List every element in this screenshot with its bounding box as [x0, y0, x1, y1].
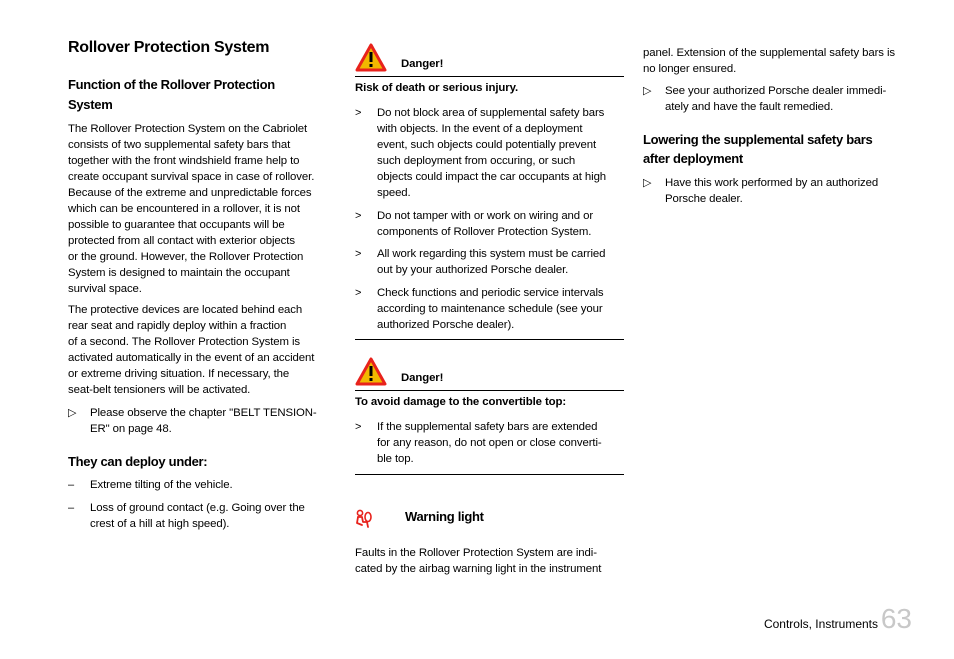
text-line: See your authorized Porsche dealer immedi- [665, 85, 887, 97]
text-line: protected from all contact with exterior objects [68, 235, 295, 247]
text-line: ble top. [377, 453, 414, 465]
text-line: authorized Porsche dealer). [377, 319, 515, 331]
text-line: with objects. In the event of a deployment [377, 123, 583, 135]
text-line: speed. [377, 187, 411, 199]
triangle-bullet-icon: ▷ [643, 177, 652, 189]
text-line: Check functions and periodic service intervals [377, 287, 604, 299]
danger-subtitle: To avoid damage to the convertible top: [355, 396, 567, 408]
text-line: event, such objects could potentially prevent [377, 139, 597, 151]
section-heading-function: Function of the Rollover Protection [68, 77, 275, 92]
dash-bullet: – [68, 479, 75, 491]
chevron-bullet-icon: > [355, 248, 362, 260]
text-line: for any reason, do not open or close converti- [377, 437, 602, 449]
text-line: ately and have the fault remedied. [665, 101, 834, 113]
note-dealer [643, 83, 908, 115]
text-line: System is designed to maintain the occupant [68, 267, 290, 279]
list-item-text [377, 246, 630, 278]
list-item-text [377, 419, 630, 467]
text-line: objects could impact the car occupants at high [377, 171, 607, 183]
paragraph-intro [68, 121, 338, 297]
chevron-bullet-icon: > [355, 287, 362, 299]
text-line: rear seat and rapidly deploy within a fraction [68, 320, 287, 332]
paragraph-devices [68, 302, 338, 398]
list-item-text [377, 285, 630, 333]
text-line: Porsche dealer. [665, 193, 743, 205]
page-number: 63 [880, 603, 912, 634]
text-line: out by your authorized Porsche dealer. [377, 264, 569, 276]
section-heading-function-cont: System [68, 97, 113, 112]
chevron-bullet-icon: > [355, 421, 362, 433]
text-line: Do not tamper with or work on wiring and or [377, 210, 594, 222]
warning-triangle-icon [355, 357, 387, 386]
section-heading-deploy: They can deploy under: [68, 454, 208, 469]
list-item [355, 105, 630, 201]
warning-triangle-icon [355, 43, 387, 72]
text-line: ER" on page 48. [90, 423, 172, 435]
text-line: or the ground. However, the Rollover Protection [68, 251, 304, 263]
warning-light-title: Warning light [405, 509, 484, 524]
text-line: The protective devices are located behind each [68, 304, 303, 316]
divider [355, 339, 624, 340]
footer-section-label: Controls, Instruments [763, 617, 878, 631]
text-line: All work regarding this system must be carried [377, 248, 606, 260]
divider [355, 390, 624, 391]
text-line: If the supplemental safety bars are extended [377, 421, 598, 433]
list-item [68, 500, 330, 532]
list-item-text [377, 105, 630, 201]
list-item-text: Extreme tilting of the vehicle. [90, 479, 233, 491]
text-line: no longer ensured. [643, 63, 737, 75]
danger-subtitle: Risk of death or serious injury. [355, 82, 519, 94]
list-item [355, 246, 630, 278]
text-line: consists of two supplemental safety bars that [68, 139, 291, 151]
text-line: Faults in the Rollover Protection System are indi- [355, 547, 597, 559]
airbag-warning-icon [354, 509, 372, 529]
divider [355, 474, 624, 475]
text-line: components of Rollover Protection System. [377, 226, 592, 238]
triangle-bullet-icon: ▷ [68, 407, 77, 419]
note-belt-tensioner [68, 405, 330, 437]
text-line: activated automatically in the event of an accident [68, 352, 315, 364]
text-line: which can be encountered in a rollover, it is not [68, 203, 300, 215]
note-work [643, 175, 908, 207]
text-line: according to maintenance schedule (see your [377, 303, 603, 315]
paragraph-warning-light [355, 545, 630, 577]
text-line: cated by the airbag warning light in the instrument [355, 563, 602, 575]
text-line: Because of the extreme and unpredictable forces [68, 187, 312, 199]
text-line: panel. Extension of the supplemental safety bars is [643, 47, 895, 59]
list-item-text [377, 208, 630, 240]
text-line: Have this work performed by an authorized [665, 177, 879, 189]
divider [355, 76, 624, 77]
section-heading-lowering [643, 130, 908, 168]
text-line: survival space. [68, 283, 142, 295]
text-line: after deployment [643, 151, 743, 166]
text-line: Loss of ground contact (e.g. Going over the [90, 502, 305, 514]
text-line: Do not block area of supplemental safety bars [377, 107, 605, 119]
text-line: seat-belt tensioners will be activated. [68, 384, 251, 396]
chevron-bullet-icon: > [355, 210, 362, 222]
text-line: crest of a hill at high speed). [90, 518, 230, 530]
chevron-bullet-icon: > [355, 107, 362, 119]
text-line: Please observe the chapter "BELT TENSION- [90, 407, 317, 419]
dash-bullet: – [68, 502, 75, 514]
text-line: create occupant survival space in case of rollover. [68, 171, 315, 183]
text-line: together with the front windshield frame help to [68, 155, 300, 167]
text-line: such deployment from occuring, or such [377, 155, 576, 167]
text-line: Lowering the supplemental safety bars [643, 132, 873, 147]
list-item [355, 285, 630, 333]
text-line: of a second. The Rollover Protection System is [68, 336, 300, 348]
page-title: Rollover Protection System [68, 39, 270, 56]
list-item [355, 208, 630, 240]
list-item [68, 477, 330, 493]
list-item [355, 419, 630, 467]
danger-label: Danger! [401, 58, 444, 70]
text-line: possible to guarantee that occupants will be [68, 219, 285, 231]
text-line: or extreme driving situation. If necessary, the [68, 368, 290, 380]
paragraph-continued [643, 45, 918, 77]
text-line: The Rollover Protection System on the Cabriolet [68, 123, 308, 135]
danger-label: Danger! [401, 372, 444, 384]
triangle-bullet-icon: ▷ [643, 85, 652, 97]
